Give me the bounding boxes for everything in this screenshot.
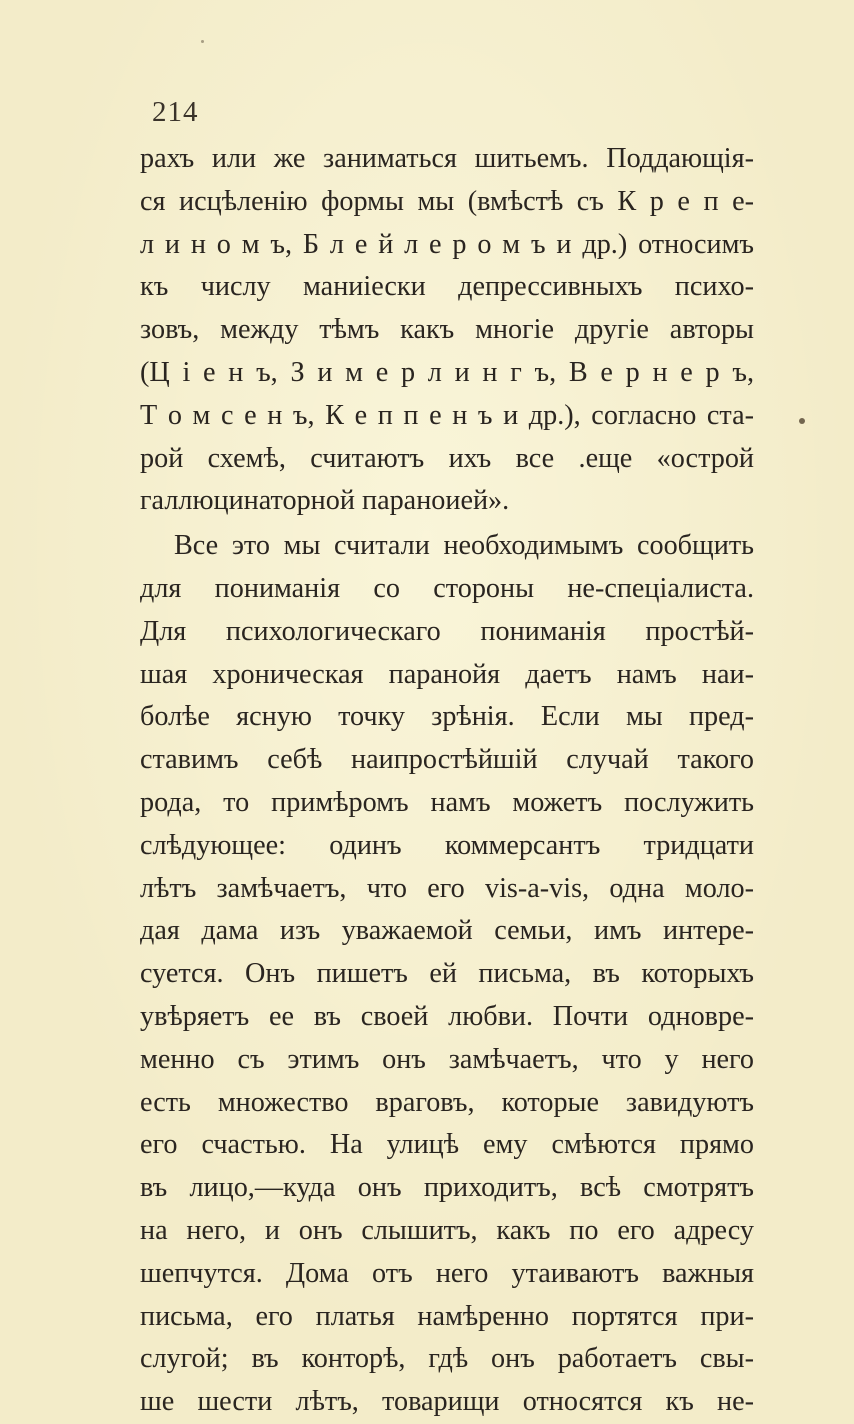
text-line: рода, то примѣромъ намъ можетъ послужить [140, 786, 754, 818]
text-line: рахъ или же заниматься шитьемъ. Поддающія- [140, 143, 754, 174]
ink-speck [201, 40, 204, 43]
ink-speck [799, 418, 805, 424]
page-number: 214 [152, 96, 199, 128]
text-line: лѣтъ замѣчаетъ, что его vis-a-vis, одна моло- [140, 872, 754, 904]
text-line: рой схемѣ, считаютъ ихъ все .еще «острой [140, 442, 754, 474]
text-line: галлюцинаторной параноией». [140, 485, 510, 517]
text-line: ся исцѣленію формы мы (вмѣстѣ съ К р е п е- [140, 185, 754, 217]
text-line: суется. Онъ пишетъ ей письма, въ которыхъ [140, 958, 754, 990]
text-line: Все это мы считали необходимымъ сообщить [174, 530, 754, 562]
text-line: письма, его платья намѣренно портятся при- [140, 1300, 754, 1332]
text-line: дая дама изъ уважаемой семьи, имъ интере- [140, 915, 754, 947]
text-line: на него, и онъ слышитъ, какъ по его адресу [140, 1214, 754, 1246]
text-line: для пониманія со стороны не-спеціалиста. [140, 572, 754, 604]
text-line: Для психологическаго пониманія простѣй- [140, 615, 754, 647]
text-line: шая хроническая паранойя даетъ намъ наи- [140, 658, 754, 690]
text-line: л и н о м ъ, Б л е й л е р о м ъ и др.) относимъ [140, 228, 754, 260]
text-line: болѣе ясную точку зрѣнія. Если мы пред- [140, 701, 754, 733]
text-line: (Ц і е н ъ, З и м е р л и н г ъ, В е р н е р ъ, [140, 356, 754, 388]
text-line: Т о м с е н ъ, К е п п е н ъ и др.), согласно ста- [140, 399, 754, 431]
text-line: его счастью. На улицѣ ему смѣются прямо [140, 1129, 754, 1161]
text-line: ставимъ себѣ наипростѣйшій случай такого [140, 744, 754, 776]
text-line: шепчутся. Дома отъ него утаиваютъ важныя [140, 1257, 754, 1289]
paragraph-1 [140, 138, 754, 523]
text-line: къ числу маниіески депрессивныхъ психо- [140, 271, 754, 303]
text-line: есть множество враговъ, которые завидуютъ [140, 1086, 754, 1118]
text-line: ше шести лѣтъ, товарищи относятся къ не- [140, 1386, 754, 1418]
text-line: слѣдующее: одинъ коммерсантъ тридцати [140, 829, 754, 861]
text-line: менно съ этимъ онъ замѣчаетъ, что у него [140, 1043, 754, 1075]
text-line: слугой; въ конторѣ, гдѣ онъ работаетъ свы- [140, 1343, 754, 1375]
text-line: зовъ, между тѣмъ какъ многіе другіе авторы [140, 314, 754, 346]
text-line: въ лицо,—куда онъ приходитъ, всѣ смотрятъ [140, 1172, 754, 1204]
text-line: увѣряетъ ее въ своей любви. Почти одновре- [140, 1000, 754, 1032]
paragraph-2 [140, 525, 754, 1424]
body-text [140, 138, 754, 1424]
